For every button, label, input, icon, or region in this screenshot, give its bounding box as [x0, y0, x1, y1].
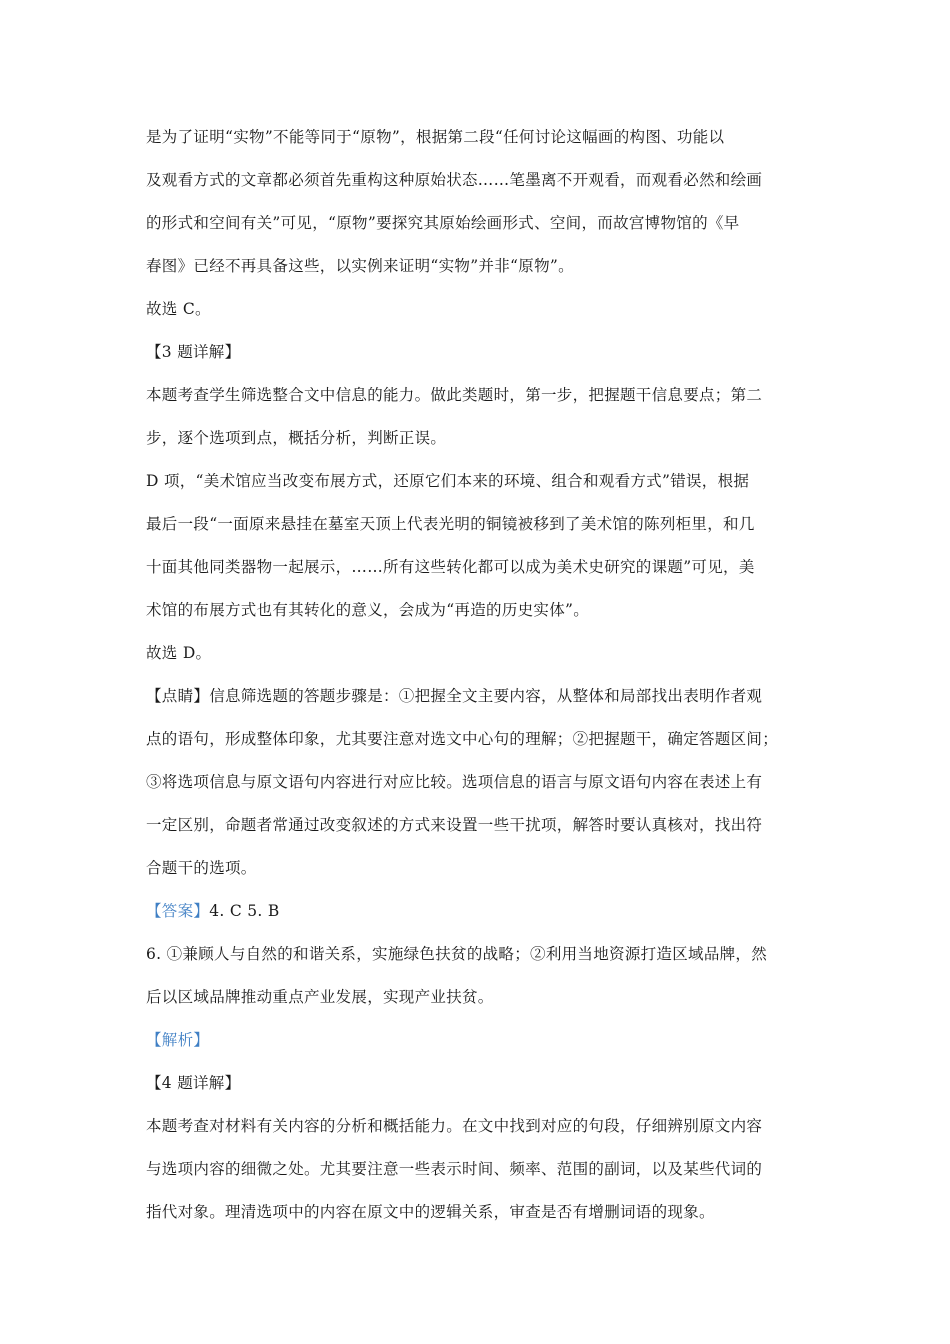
- paragraph-line: 十面其他同类器物一起展示，……所有这些转化都可以成为美术史研究的课题”可见，美: [146, 558, 755, 576]
- paragraph-line: 合题干的选项。: [146, 859, 257, 877]
- section-heading: 【4 题详解】: [146, 1074, 241, 1092]
- answer-line: [146, 901, 280, 921]
- paragraph-line: 春图》已经不再具备这些，以实例来证明“实物”并非“原物”。: [146, 257, 574, 275]
- paragraph-line: 【点睛】信息筛选题的答题步骤是：①把握全文主要内容，从整体和局部找出表明作者观: [146, 687, 763, 705]
- paragraph-line: 后以区域品牌推动重点产业发展，实现产业扶贫。: [146, 988, 494, 1006]
- paragraph-line: 与选项内容的细微之处。尤其要注意一些表示时间、频率、范围的副词，以及某些代词的: [146, 1160, 763, 1178]
- answer-text: 4. C 5. B: [209, 902, 280, 920]
- paragraph-line: 故选 C。: [146, 300, 211, 318]
- paragraph-line: 6. ①兼顾人与自然的和谐关系，实施绿色扶贫的战略；②利用当地资源打造区域品牌，然: [146, 945, 768, 963]
- paragraph-line: 步，逐个选项到点，概括分析，判断正误。: [146, 429, 447, 447]
- paragraph-line: 是为了证明“实物”不能等同于“原物”，根据第二段“任何讨论这幅画的构图、功能以: [146, 128, 725, 146]
- paragraph-line: 一定区别，命题者常通过改变叙述的方式来设置一些干扰项，解答时要认真核对，找出符: [146, 816, 763, 834]
- paragraph-line: 及观看方式的文章都必须首先重构这种原始状态……笔墨离不开观看，而观看必然和绘画: [146, 171, 763, 189]
- paragraph-line: D 项，“美术馆应当改变布展方式，还原它们本来的环境、组合和观看方式”错误，根据: [146, 472, 750, 490]
- analysis-label: 【解析】: [146, 1031, 210, 1049]
- paragraph-line: 的形式和空间有关”可见，“原物”要探究其原始绘画形式、空间，而故宫博物馆的《早: [146, 214, 740, 232]
- paragraph-line: 点的语句，形成整体印象，尤其要注意对选文中心句的理解；②把握题干，确定答题区间；: [146, 730, 779, 748]
- paragraph-line: ③将选项信息与原文语句内容进行对应比较。选项信息的语言与原文语句内容在表述上有: [146, 773, 763, 791]
- paragraph-line: 指代对象。理清选项中的内容在原文中的逻辑关系，审查是否有增删词语的现象。: [146, 1203, 715, 1221]
- paragraph-line: 故选 D。: [146, 644, 212, 662]
- paragraph-line: 最后一段“一面原来悬挂在墓室天顶上代表光明的铜镜被移到了美术馆的陈列柜里，和几: [146, 515, 755, 533]
- answer-label: 【答案】: [146, 902, 210, 920]
- paragraph-line: 本题考查学生筛选整合文中信息的能力。做此类题时，第一步，把握题干信息要点；第二: [146, 386, 763, 404]
- section-heading: 【3 题详解】: [146, 343, 241, 361]
- paragraph-line: 本题考查对材料有关内容的分析和概括能力。在文中找到对应的句段，仔细辨别原文内容: [146, 1117, 763, 1135]
- paragraph-line: 术馆的布展方式也有其转化的意义，会成为“再造的历史实体”。: [146, 601, 590, 619]
